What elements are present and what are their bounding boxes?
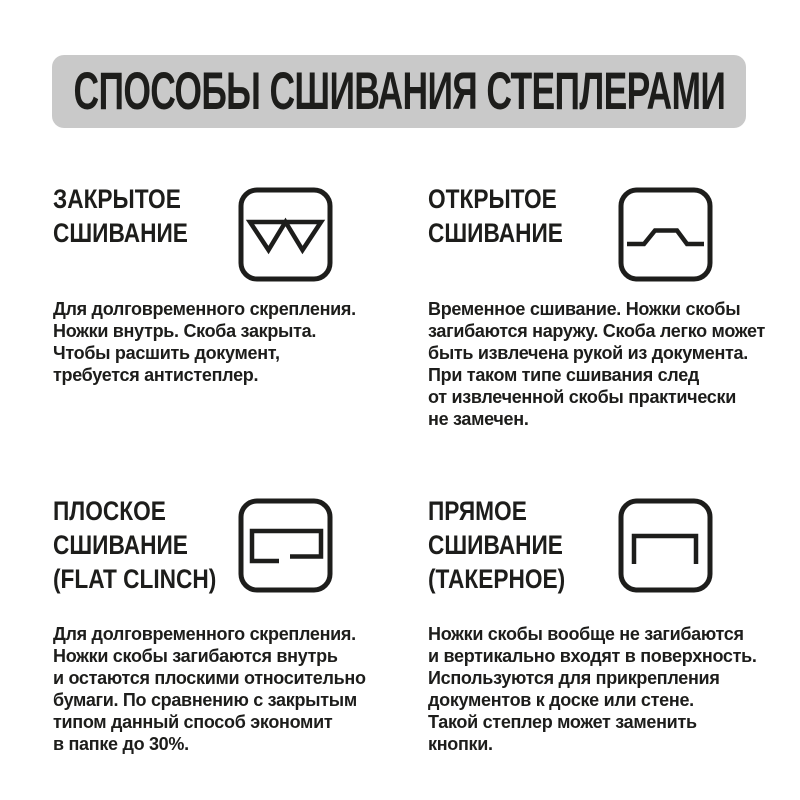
open-staple-icon	[618, 187, 713, 282]
description-line: Для долговременного скрепления.	[53, 299, 356, 319]
description-line: кнопки.	[428, 734, 493, 754]
header-banner	[52, 55, 746, 128]
section-flat-clinch-stitching	[53, 494, 393, 784]
description-line: Ножки скобы загибаются внутрь	[53, 646, 338, 666]
description-line: Используются для прикрепления	[428, 668, 720, 688]
description-line: Для долговременного скрепления.	[53, 624, 356, 644]
section-description	[428, 623, 757, 755]
description-line: не замечен.	[428, 409, 529, 429]
description-line: от извлеченной скобы практически	[428, 387, 736, 407]
description-line: типом данный способ экономит	[53, 712, 333, 732]
straight-staple-icon	[618, 498, 713, 593]
section-title-line: ПЛОСКОЕ	[53, 496, 166, 526]
section-open-stitching	[428, 182, 768, 452]
section-description	[53, 298, 356, 386]
flat-clinch-staple-icon	[238, 498, 333, 593]
description-line: Временное сшивание. Ножки скобы	[428, 299, 741, 319]
section-description	[428, 298, 765, 430]
description-line: быть извлечена рукой из документа.	[428, 343, 748, 363]
description-line: требуется антистеплер.	[53, 365, 259, 385]
section-title	[53, 182, 188, 250]
section-title-line: СШИВАНИЕ	[428, 530, 563, 560]
section-title-line: (ТАКЕРНОЕ)	[428, 564, 566, 594]
section-title-line: ПРЯМОЕ	[428, 496, 527, 526]
section-straight-stitching	[428, 494, 768, 784]
description-line: Чтобы расшить документ,	[53, 343, 280, 363]
description-line: загибаются наружу. Скоба легко может	[428, 321, 766, 341]
section-title-line: ОТКРЫТОЕ	[428, 184, 557, 214]
section-title-line: СШИВАНИЕ	[53, 218, 188, 248]
description-line: бумаги. По сравнению с закрытым	[53, 690, 357, 710]
description-line: Ножки внутрь. Скоба закрыта.	[53, 321, 317, 341]
section-title	[53, 494, 216, 596]
section-closed-stitching	[53, 182, 393, 452]
description-line: Ножки скобы вообще не загибаются	[428, 624, 744, 644]
section-title-line: ЗАКРЫТОЕ	[53, 184, 181, 214]
closed-staple-icon	[238, 187, 333, 282]
section-title-line: СШИВАНИЕ	[53, 530, 188, 560]
description-line: и остаются плоскими относительно	[53, 668, 366, 688]
section-title	[428, 182, 563, 250]
section-title	[428, 494, 565, 596]
description-line: документов к доске или стене.	[428, 690, 694, 710]
description-line: При таком типе сшивания след	[428, 365, 700, 385]
description-line: в папке до 30%.	[53, 734, 189, 754]
description-line: Такой степлер может заменить	[428, 712, 697, 732]
description-line: и вертикально входят в поверхность.	[428, 646, 757, 666]
section-title-line: (FLAT CLINCH)	[53, 564, 217, 594]
section-title-line: СШИВАНИЕ	[428, 218, 563, 248]
page-title: СПОСОБЫ СШИВАНИЯ СТЕПЛЕРАМИ	[73, 62, 725, 121]
section-description	[53, 623, 366, 755]
